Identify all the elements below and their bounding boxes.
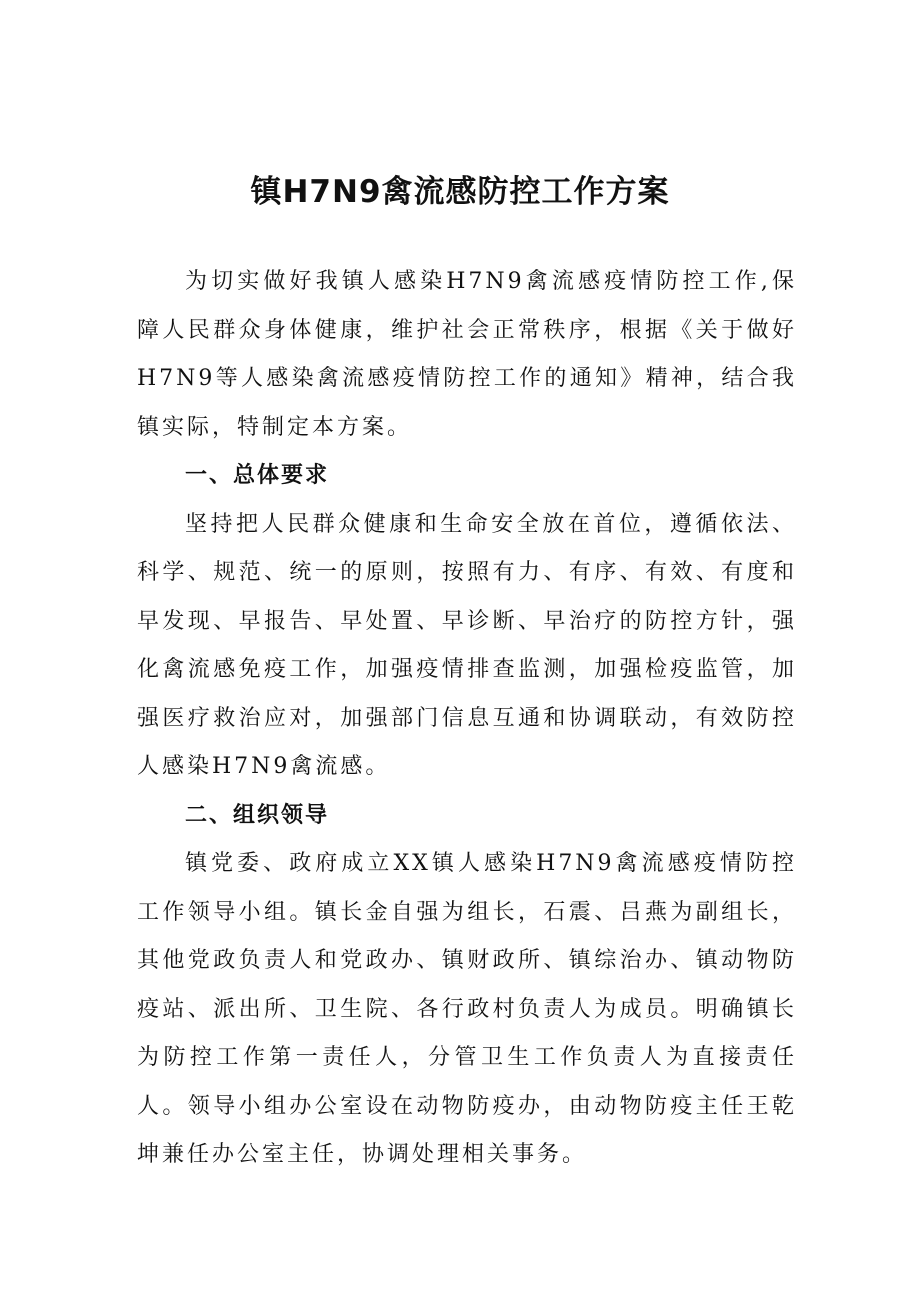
document-body — [137, 258, 797, 1180]
section-body-organization-leadership: 镇党委、政府成立XX镇人感染H7N9禽流感疫情防控工作领导小组。镇长金自强为组长，石震、吕燕为副组长，其他党政负责人和党政办、镇财政所、镇综治办、镇动物防疫站、派出所、卫生院、各行政村负责人为成员。明确镇长为防控工作第一责任人，分管卫生工作负责人为直接责任人。领导小组办公室设在动物防疫办，由动物防疫主任王乾坤兼任办公室主任，协调处理相关事务。 — [137, 851, 797, 1167]
section-heading-general-requirements: 一、总体要求 — [185, 463, 330, 488]
document-title: 镇H7N9禽流感防控工作方案 — [250, 174, 670, 210]
section-body-general-requirements: 坚持把人民群众健康和生命安全放在首位，遵循依法、科学、规范、统一的原则，按照有力、有序、有效、有度和早发现、早报告、早处置、早诊断、早治疗的防控方针，强化禽流感免疫工作，加强疫情排查监测，加强检疫监管，加强医疗救治应对，加强部门信息互通和协调联动，有效防控人感染H7N9禽流感。 — [137, 511, 797, 779]
section-heading-organization-leadership: 二、组织领导 — [185, 802, 330, 828]
intro-paragraph: 为切实做好我镇人感染H7N9禽流感疫情防控工作,保障人民群众身体健康，维护社会正常秩序，根据《关于做好H7N9等人感染禽流感疫情防控工作的通知》精神，结合我镇实际，特制定本方案。 — [137, 269, 797, 440]
